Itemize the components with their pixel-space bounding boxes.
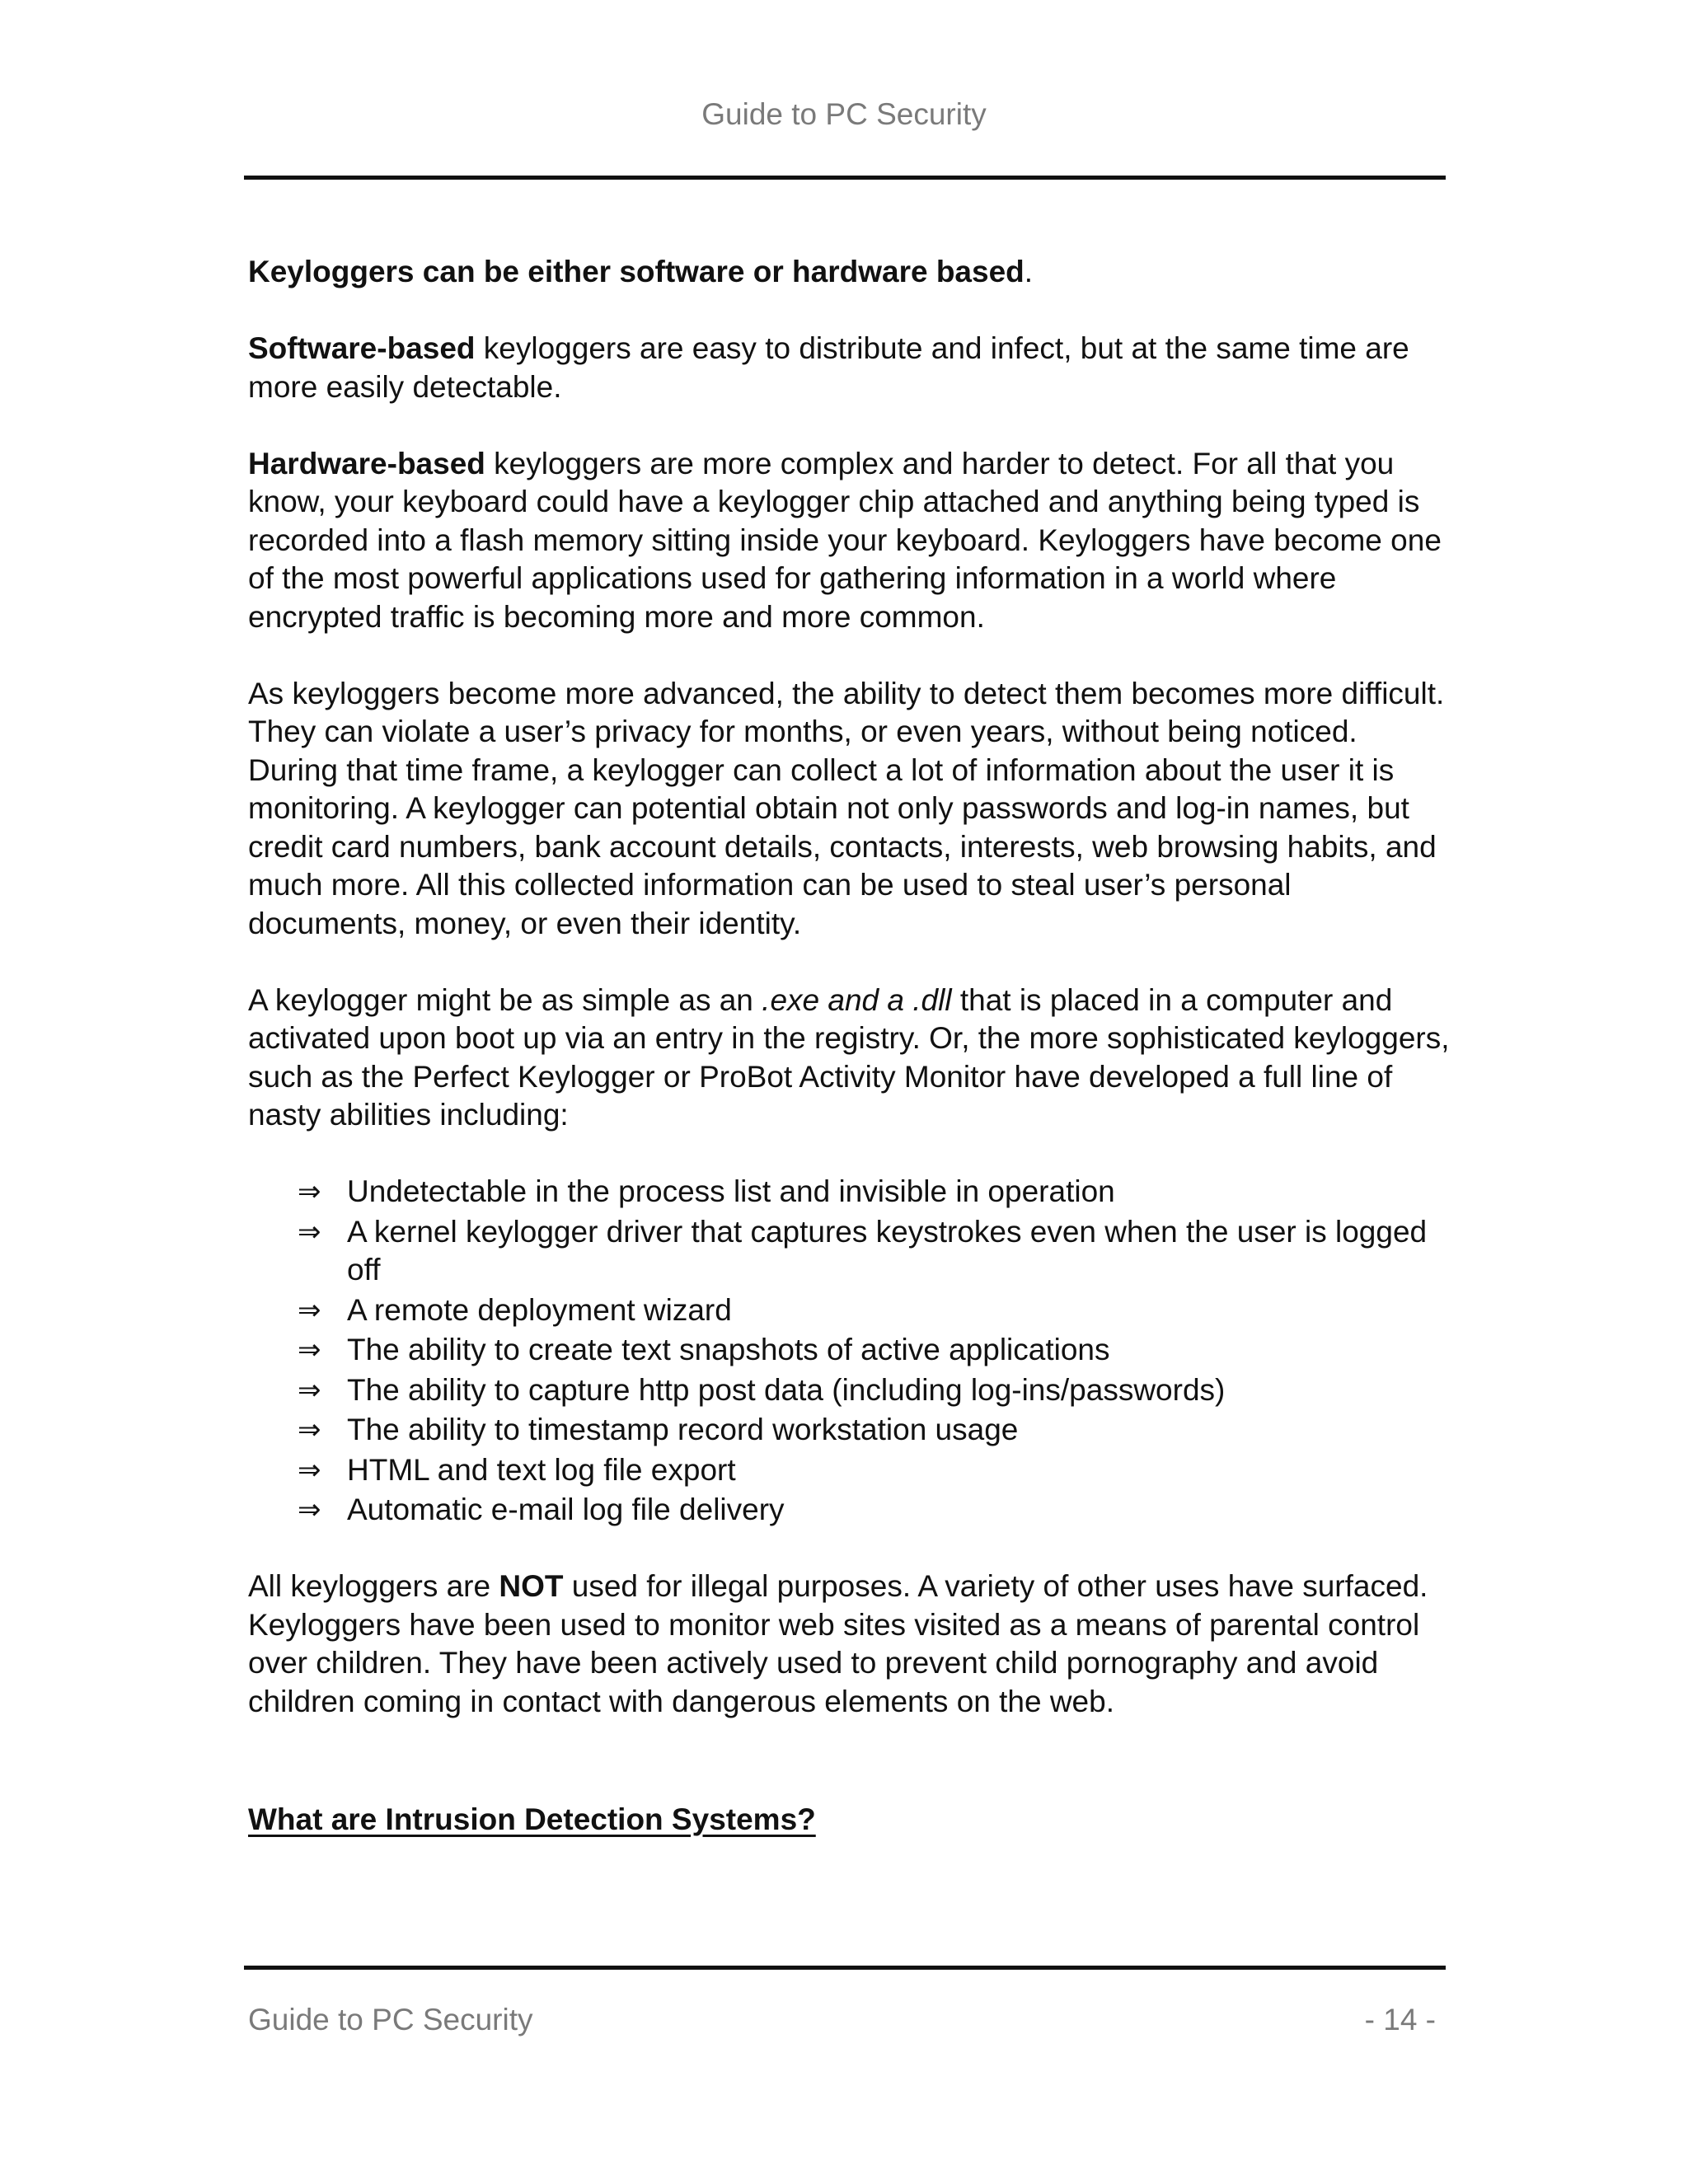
legal-uses-emphasis: NOT: [499, 1569, 564, 1603]
list-item: [248, 1331, 1451, 1370]
footer-rule: [244, 1966, 1446, 1970]
double-arrow-icon: ⇒: [298, 1293, 321, 1327]
intro-period: .: [1024, 255, 1034, 288]
paragraph-detection: As keyloggers become more advanced, the ability to detect them becomes more difficult. They can violate a user’s privacy for months, or even years, without being noticed. During that time frame, a keylogger can collect a lot of information about the user it is monitoring. A keylogger can potential obtain not only passwords and log-in names, but credit card numbers, bank account details, contacts, interests, web browsing habits, and much more. All this collected information can be used to steal user’s personal documents, money, or even their identity.: [248, 676, 1445, 940]
double-arrow-icon: ⇒: [298, 1333, 321, 1366]
double-arrow-icon: ⇒: [298, 1413, 321, 1446]
page-number: - 14 -: [1364, 2003, 1436, 2036]
legal-uses-start: All keyloggers are: [248, 1569, 499, 1603]
list-item: [248, 1451, 1451, 1490]
page-body: [248, 253, 1451, 1760]
intro-bold: Keyloggers can be either software or hardware based: [248, 255, 1025, 288]
abilities-list: [248, 1173, 1451, 1530]
list-item-text: Undetectable in the process list and invisible in operation: [347, 1174, 1115, 1208]
list-item: [248, 1371, 1451, 1410]
list-item-text: A remote deployment wizard: [347, 1292, 732, 1327]
hardware-based-term: Hardware-based: [248, 446, 485, 480]
simple-keylogger-start: A keylogger might be as simple as an: [248, 982, 762, 1017]
paragraph-intro: [248, 253, 1451, 292]
simple-keylogger-files: .exe and a .dll: [762, 982, 952, 1017]
double-arrow-icon: ⇒: [298, 1373, 321, 1407]
section-heading: What are Intrusion Detection Systems?: [248, 1802, 816, 1836]
software-based-text: keyloggers are easy to distribute and infect, but at the same time are more easily detectable.: [248, 331, 1409, 404]
running-header: Guide to PC Security: [701, 97, 987, 131]
list-item-text: The ability to create text snapshots of active applications: [347, 1333, 1110, 1366]
list-item-text: A kernel keylogger driver that captures keystrokes even when the user is logged off: [347, 1214, 1428, 1286]
double-arrow-icon: ⇒: [298, 1215, 321, 1249]
list-item: [248, 1291, 1451, 1330]
list-item-text: The ability to capture http post data (including log-ins/passwords): [347, 1372, 1226, 1407]
list-item: [248, 1213, 1451, 1290]
list-item-text: HTML and text log file export: [347, 1452, 736, 1487]
paragraph-legal-uses: [248, 1568, 1451, 1721]
paragraph-simple-keylogger: [248, 982, 1451, 1135]
double-arrow-icon: ⇒: [298, 1453, 321, 1487]
running-footer: Guide to PC Security: [248, 2003, 533, 2036]
paragraph-software-based: [248, 330, 1451, 406]
legal-uses-end: used for illegal purposes. A variety of other uses have surfaced. Keyloggers have been used to monitor web sites visited as a means of parental control over children. They have been actively used to prevent child pornography and avoid children coming in contact with dangerous elements on the web.: [248, 1569, 1428, 1718]
paragraph-hardware-based: [248, 445, 1451, 637]
list-item: [248, 1411, 1451, 1450]
list-item: [248, 1173, 1451, 1212]
hardware-based-text: keyloggers are more complex and harder to detect. For all that you know, your keyboard could have a keylogger chip attached and anything being typed is recorded into a flash memory sitting inside your keyboard. Keyloggers have become one of the most powerful applications used for gathering information in a world where encrypted traffic is becoming more and more common.: [248, 446, 1442, 634]
header-rule: [244, 176, 1446, 180]
list-item: [248, 1491, 1451, 1530]
simple-keylogger-end: that is placed in a computer and activated upon boot up via an entry in the registry. Or, the more sophisticated keyloggers, such as the Perfect Keylogger or ProBot Activity Monitor have developed a full line of nasty abilities including:: [248, 982, 1450, 1132]
double-arrow-icon: ⇒: [298, 1175, 321, 1208]
software-based-term: Software-based: [248, 331, 476, 365]
double-arrow-icon: ⇒: [298, 1493, 321, 1526]
list-item-text: The ability to timestamp record workstation usage: [347, 1413, 1019, 1446]
list-item-text: Automatic e-mail log file delivery: [347, 1493, 785, 1526]
